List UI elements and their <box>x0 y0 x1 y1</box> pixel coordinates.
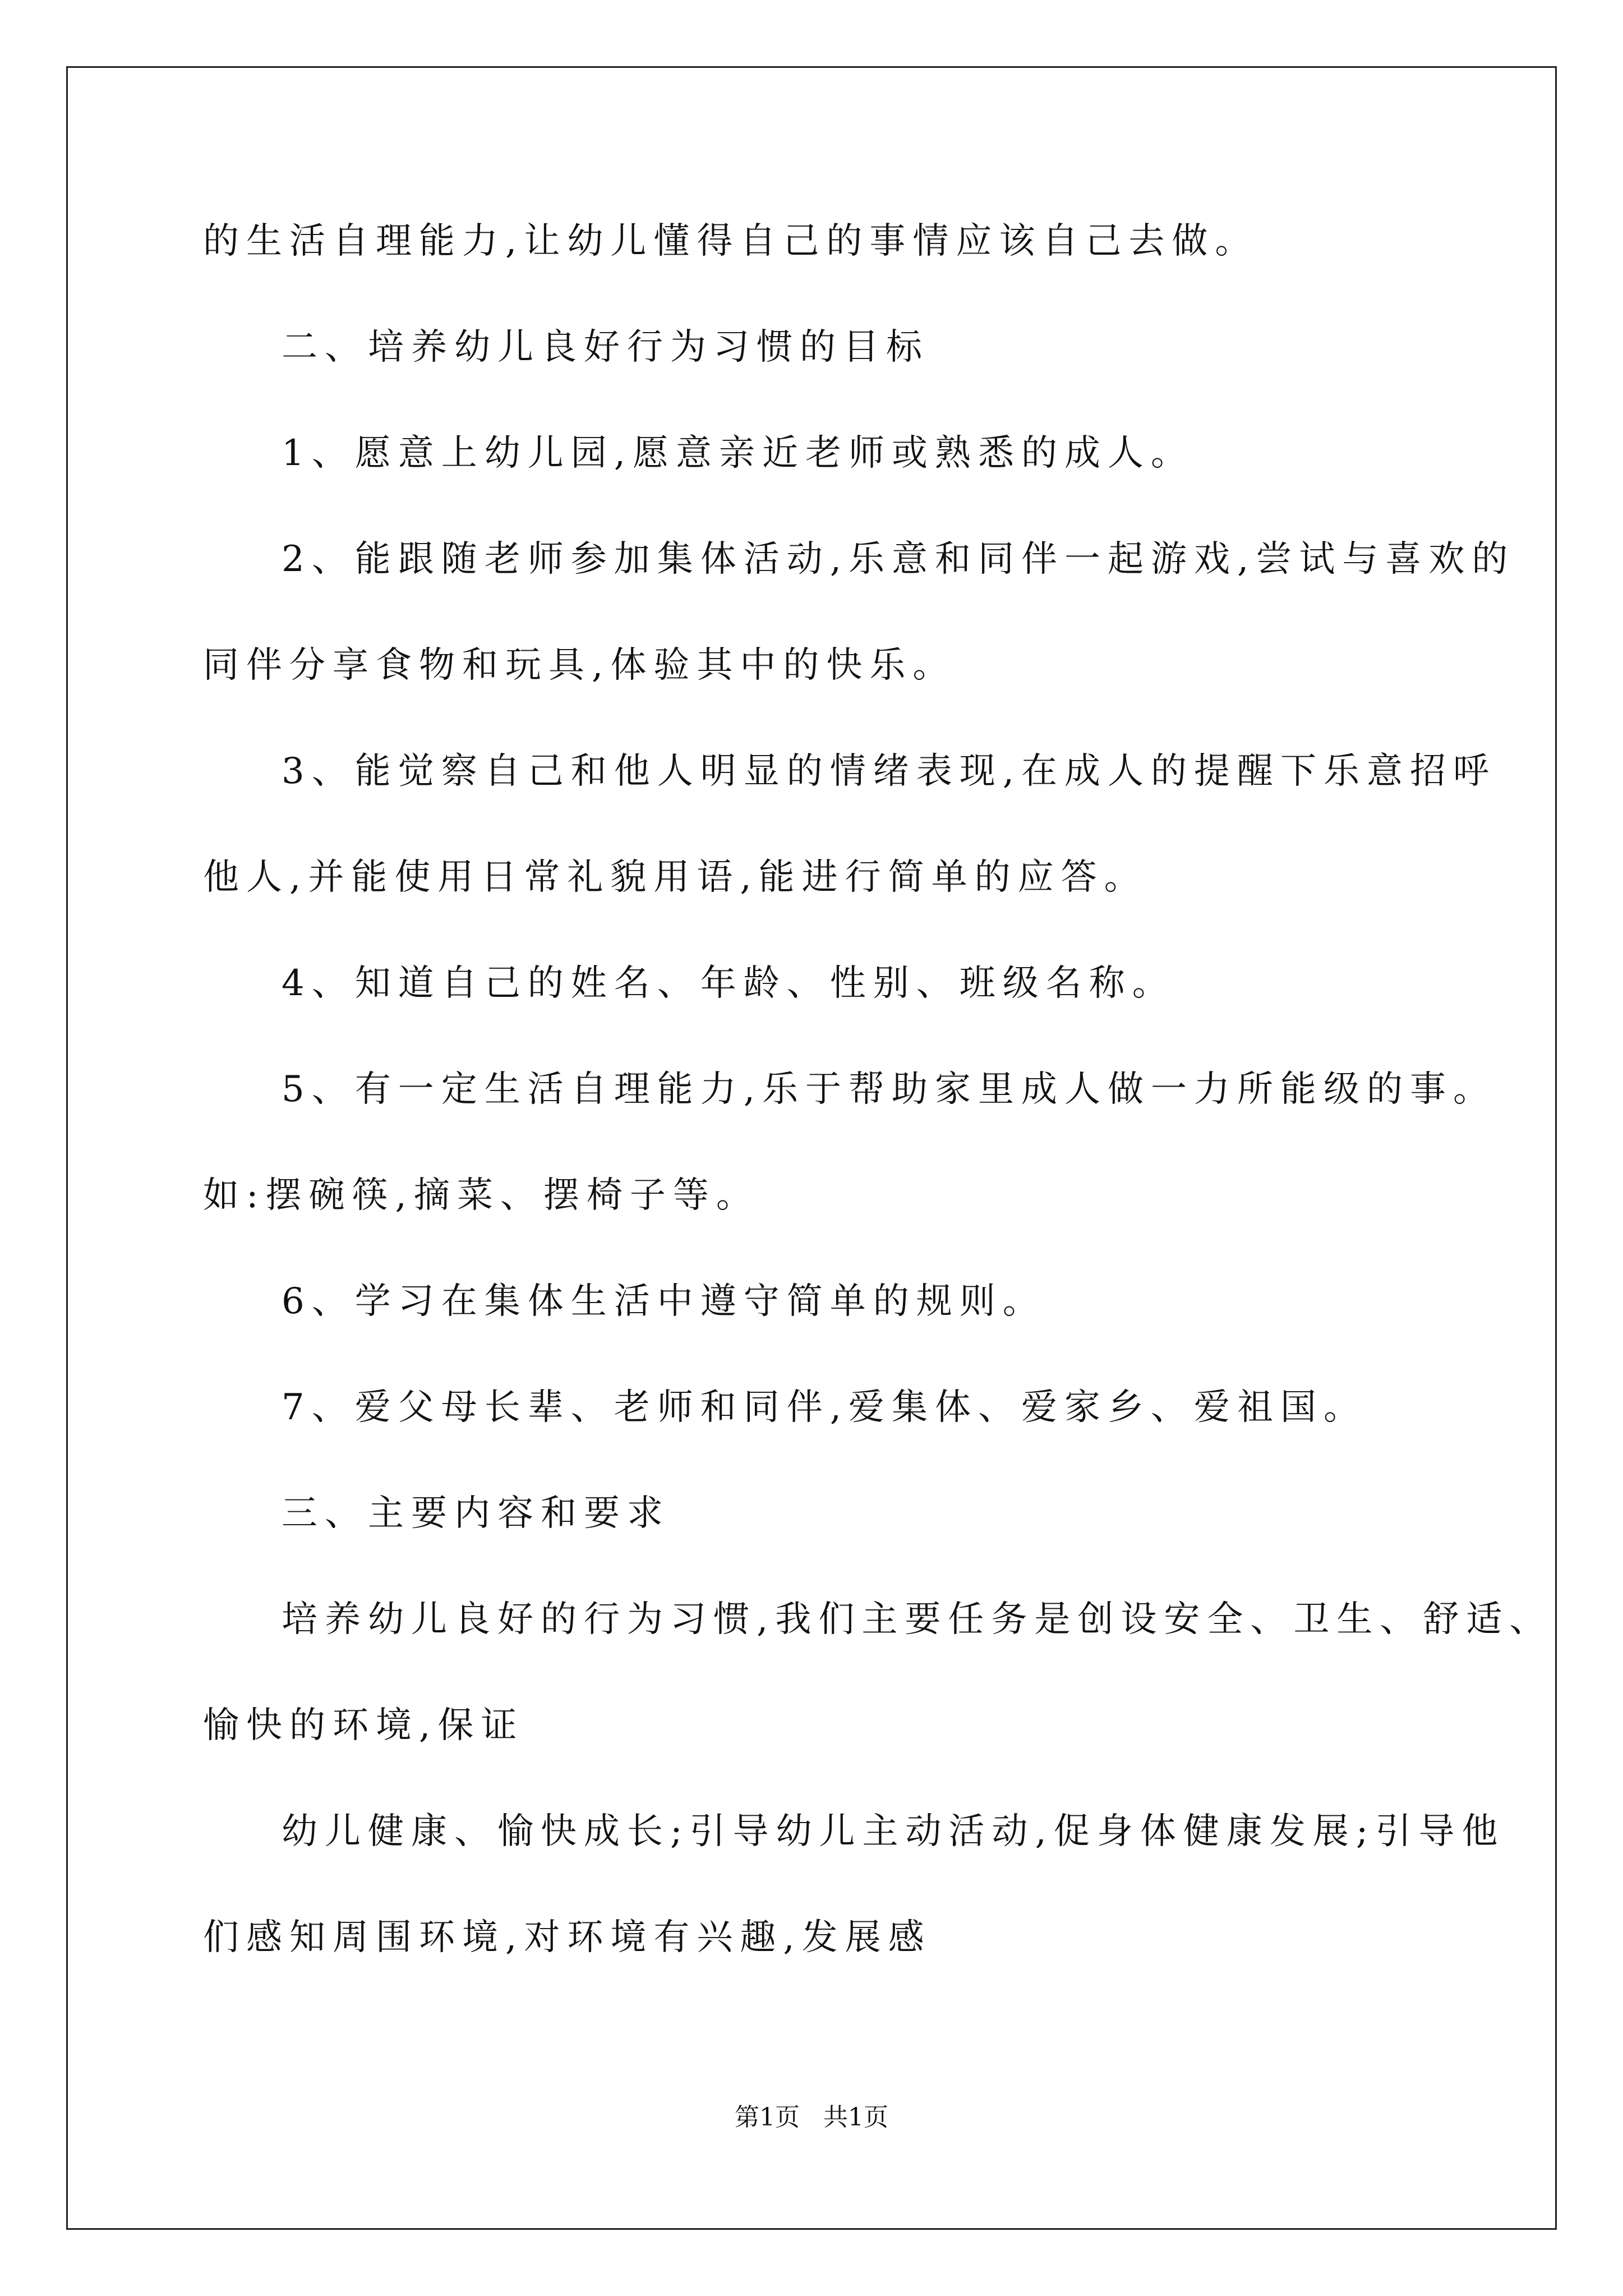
list-item: 4、知道自己的姓名、年龄、性别、班级名称。 <box>282 963 1175 1004</box>
page-border <box>66 66 1557 2230</box>
paragraph-line: 幼儿健康、愉快成长;引导幼儿主动活动,促身体健康发展;引导他 <box>282 1811 1505 1852</box>
text-line: 们感知周围环境,对环境有兴趣,发展感 <box>203 1917 932 1958</box>
list-item: 2、能跟随老师参加集体活动,乐意和同伴一起游戏,尝试与喜欢的 <box>282 539 1515 580</box>
section-heading: 二、培养幼儿良好行为习惯的目标 <box>282 326 929 368</box>
list-item: 3、能觉察自己和他人明显的情绪表现,在成人的提醒下乐意招呼 <box>282 751 1497 792</box>
list-item: 6、学习在集体生活中遵守简单的规则。 <box>282 1281 1046 1322</box>
text-line: 他人,并能使用日常礼貌用语,能进行简单的应答。 <box>203 857 1147 898</box>
list-item: 5、有一定生活自理能力,乐于帮助家里成人做一力所能级的事。 <box>282 1069 1497 1110</box>
list-item: 7、爱父母长辈、老师和同伴,爱集体、爱家乡、爱祖国。 <box>282 1387 1367 1428</box>
text-line: 的生活自理能力,让幼儿懂得自己的事情应该自己去做。 <box>203 220 1258 262</box>
section-heading: 三、主要内容和要求 <box>282 1493 670 1534</box>
text-line: 愉快的环境,保证 <box>203 1705 524 1746</box>
paragraph-line: 培养幼儿良好的行为习惯,我们主要任务是创设安全、卫生、舒适、 <box>282 1599 1553 1640</box>
text-line: 同伴分享食物和玩具,体验其中的快乐。 <box>203 645 956 686</box>
page-footer: 第1页 共1页 <box>735 2103 888 2132</box>
list-item: 1、愿意上幼儿园,愿意亲近老师或熟悉的成人。 <box>282 432 1195 474</box>
text-line: 如:摆碗筷,摘菜、摆椅子等。 <box>203 1175 759 1216</box>
